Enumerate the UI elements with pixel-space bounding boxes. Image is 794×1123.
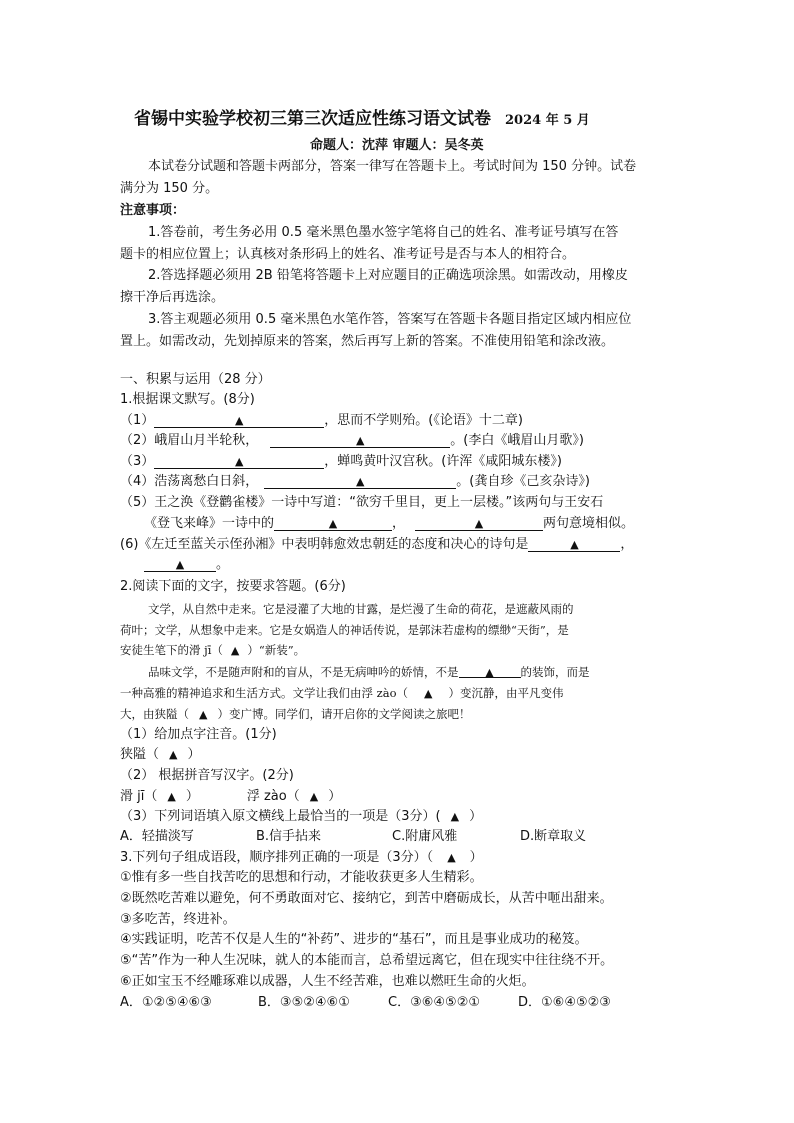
q1-item-6 [120, 537, 633, 553]
q1-item-6-prefix: (6)《左迁至蓝关示侄孙湘》中表明韩愈效忠朝廷的态度和决心的诗句是 [120, 537, 529, 552]
q1-item-2 [120, 433, 584, 449]
q2-passage-2b-prefix: 一种高雅的精神追求和生活方式。文学让我们由浮 zào（ [120, 686, 408, 700]
q2-sub-3-text: （3）下列词语填入原文横线上最恰当的一项是（3分）( [120, 809, 441, 824]
q2-passage-1c-suffix: ）“新装”。 [247, 643, 306, 657]
q2-passage-2a-prefix: 品味文学，不是随声附和的盲从，不是无病呻吟的娇情，不是 [148, 665, 459, 679]
notice-title: 注意事项： [120, 203, 186, 218]
q2-sub-1-word-label: 狭隘（ [120, 747, 160, 762]
q2-option-b: B.信手拈来 [256, 829, 322, 844]
q2-sub-1-close: ） [187, 747, 201, 762]
answer-blank [144, 557, 216, 572]
q2-stem: 2.阅读下面的文字，按要求答题。(6分) [120, 579, 346, 594]
blank-marker: ▲ [356, 475, 365, 488]
blank-marker: ▲ [424, 687, 433, 700]
q2-option-c: C.附庸风雅 [392, 829, 458, 844]
q3-stem-text: 3.下列句子组成语段，顺序排列正确的一项是（3分）（ [120, 850, 434, 865]
q1-item-5b-prefix: 《登飞来峰》一诗中的 [144, 516, 275, 531]
q2-sub-2-words [120, 789, 341, 805]
q2-sub-1: （1）给加点字注音。(1分) [120, 727, 277, 742]
q2-sub-2: （2） 根据拼音写汉字。(2分) [120, 768, 294, 783]
q3-stem-close: ） [469, 850, 483, 865]
answer-blank [264, 474, 456, 489]
q3-sentence-4: ④实践证明，吃苦不仅是人生的“补药”、进步的“基石”，而且是事业成功的秘笈。 [120, 932, 588, 947]
q2-option-a: A．轻描淡写 [120, 829, 194, 844]
q1-item-6-comma: ， [620, 537, 634, 552]
intro-line-2: 满分为 150 分。 [120, 181, 219, 196]
q2-sub-2-word-a-close: ） [185, 789, 199, 804]
q3-option-c: C．③⑥④⑤②① [388, 995, 481, 1010]
exam-title: 省锡中实验学校初三第三次适应性练习语文试卷 [134, 109, 491, 129]
q3-sentence-2: ②既然吃苦难以避免，何不勇敢面对它、接纳它，到苦中磨砺成长，从苦中咂出甜来。 [120, 891, 613, 906]
q2-passage-2b [120, 685, 563, 702]
q2-option-d: D.断章取义 [520, 829, 587, 844]
q1-item-1-suffix: ，思而不学则殆。(《论语》十二章) [324, 413, 523, 428]
answer-blank [274, 516, 392, 531]
q1-item-4 [120, 474, 590, 490]
q1-stem: 1.根据课文默写。(8分) [120, 392, 255, 407]
q2-passage-2c-suffix: ）变广博。同学们，请开启你的文学阅读之旅吧！ [217, 707, 471, 721]
q1-item-5a: （5）王之涣《登鹳雀楼》一诗中写道：“欲穷千里目，更上一层楼。”该两句与王安石 [120, 495, 604, 510]
notice-2a: 2.答选择题必须用 2B 铅笔将答题卡上对应题目的正确选项涂黑。如需改动，用橡皮 [148, 268, 628, 283]
q1-item-6-period: 。 [216, 557, 230, 572]
q1-item-2-prefix: （2）峨眉山月半轮秋， [120, 433, 259, 448]
q3-options [120, 995, 611, 1011]
notice-1a: 1.答卷前，考生务必用 0.5 毫米黑色墨水签字笔将自己的姓名、准考证号填写在答 [148, 225, 619, 240]
q2-passage-1c [120, 642, 305, 659]
q1-item-1 [120, 413, 523, 429]
q2-passage-1b: 荷叶；文学，从想象中走来。它是女娲造人的神话传说，是郭沫若虚构的缥缈“天街”，是 [120, 623, 569, 637]
blank-marker: ▲ [450, 810, 460, 823]
q2-sub-3-options [120, 829, 586, 845]
q2-passage-2c-prefix: 大，由狭隘（ [120, 707, 189, 721]
q2-sub-3 [120, 809, 482, 825]
blank-marker: ▲ [167, 790, 176, 803]
answer-blank [154, 454, 324, 469]
q2-passage-1a: 文学，从自然中走来。它是浸灌了大地的甘露，是烂漫了生命的荷花，是遮蔽风雨的 [148, 602, 574, 616]
blank-marker: ▲ [169, 748, 178, 761]
q1-item-5b [144, 516, 634, 532]
q1-item-4-suffix: 。(龚自珍《己亥杂诗》) [456, 474, 590, 489]
answer-blank [415, 516, 543, 531]
blank-marker: ▲ [235, 414, 244, 427]
exam-date: 2024 年 5 月 [505, 113, 590, 128]
q2-sub-3-close: ） [469, 809, 483, 824]
blank-marker: ▲ [474, 517, 484, 530]
q3-option-d: D．①⑥④⑤②③ [518, 995, 611, 1010]
q2-sub-2-word-a: 滑 jī（ [120, 789, 158, 804]
q2-passage-2c [120, 706, 470, 723]
blank-marker: ▲ [447, 851, 456, 864]
q3-stem [120, 850, 483, 866]
q3-sentence-1: ①惟有多一些自找苦吃的思想和行动，才能收获更多人生精彩。 [120, 870, 483, 885]
blank-marker: ▲ [199, 708, 208, 721]
q3-sentence-5: ⑤“苦”作为一种人生况味，就人的本能而言，总希望远离它，但在现实中往往绕不开。 [120, 953, 614, 968]
q3-sentence-6: ⑥正如宝玉不经雕琢难以成器，人生不经苦难，也难以燃旺生命的火炬。 [120, 974, 535, 989]
q1-item-5b-comma: ， [392, 516, 406, 531]
notice-2b: 擦干净后再选涂。 [120, 290, 225, 305]
blank-marker: ▲ [356, 434, 365, 447]
notice-3b: 置上。如需改动，先划掉原来的答案，然后再写上新的答案。不准使用铅笔和涂改液。 [120, 334, 615, 349]
intro-line-1: 本试卷分试题和答题卡两部分，答案一律写在答题卡上。考试时间为 150 分钟。试卷 [148, 159, 637, 174]
answer-blank [270, 433, 450, 448]
answer-blank [154, 413, 324, 428]
answer-blank [459, 664, 521, 678]
blank-marker: ▲ [175, 558, 185, 571]
answer-blank [528, 537, 620, 552]
blank-marker: ▲ [230, 644, 240, 657]
section-1-heading: 一、积累与运用（28 分） [120, 372, 271, 387]
q2-passage-2a-suffix: 的装饰，而是 [520, 665, 590, 679]
q3-sentence-3: ③多吃苦，终进补。 [120, 912, 236, 927]
q1-item-6-cont [144, 557, 229, 573]
q1-item-3-prefix: （3） [120, 454, 155, 469]
q1-item-4-prefix: （4）浩荡离愁白日斜， [120, 474, 259, 489]
q3-option-b: B．③⑤②④⑥① [258, 995, 350, 1010]
q2-sub-1-word [120, 747, 201, 763]
blank-marker: ▲ [570, 538, 579, 551]
blank-marker: ▲ [328, 517, 338, 530]
exam-title-line [134, 108, 590, 132]
q2-passage-2b-suffix: ）变沉静，由平凡变伟 [448, 686, 564, 700]
blank-marker: ▲ [485, 666, 494, 679]
notice-1b: 题卡的相应位置上；认真核对条形码上的姓名、准考证号是否与本人的相符合。 [120, 247, 576, 262]
q3-option-a: A．①②⑤④⑥③ [120, 995, 212, 1010]
blank-marker: ▲ [235, 455, 244, 468]
q2-sub-2-word-b-close: ） [328, 789, 342, 804]
exam-authors: 命题人：沈萍 审题人：吴冬英 [310, 138, 484, 153]
q2-passage-1c-prefix: 安徒生笔下的滑 jī（ [120, 643, 223, 657]
q1-item-1-prefix: （1） [120, 413, 155, 428]
blank-marker: ▲ [309, 790, 319, 803]
q1-item-5b-suffix: 两句意境相似。 [543, 516, 635, 531]
q2-sub-2-word-b: 浮 zào（ [246, 789, 300, 804]
notice-3a: 3.答主观题必须用 0.5 毫米黑色水笔作答，答案写在答题卡各题目指定区域内相应位 [148, 312, 632, 327]
q2-passage-2a [148, 664, 590, 680]
q1-item-2-suffix: 。(李白《峨眉山月歌》) [450, 433, 584, 448]
q1-item-3 [120, 454, 562, 470]
q1-item-3-suffix: ，蝉鸣黄叶汉宫秋。(许浑《咸阳城东楼》) [324, 454, 562, 469]
